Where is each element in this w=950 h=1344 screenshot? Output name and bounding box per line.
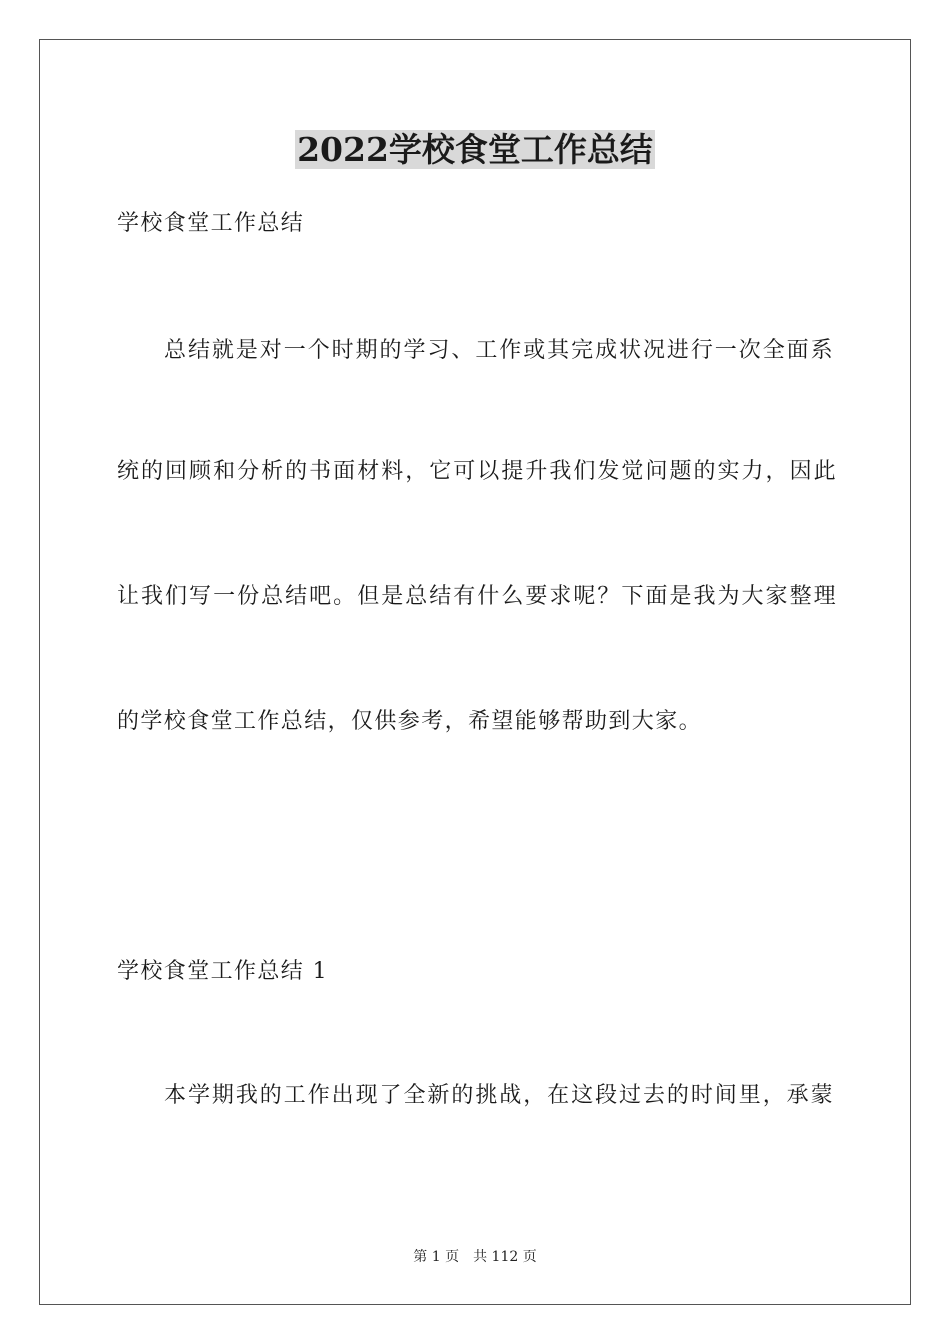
intro-line-3: 让我们写一份总结吧。但是总结有什么要求呢？下面是我为大家整理 <box>117 584 837 609</box>
document-title-text: 2022学校食堂工作总结 <box>297 130 653 169</box>
page-number: 第 1 页 <box>413 1249 460 1265</box>
document-title <box>0 128 950 172</box>
page-footer <box>0 1247 950 1267</box>
section-heading: 学校食堂工作总结 1 <box>117 959 328 984</box>
page-total: 共 112 页 <box>473 1249 537 1265</box>
intro-line-2: 统的回顾和分析的书面材料，它可以提升我们发觉问题的实力，因此 <box>117 459 837 484</box>
intro-line-1: 总结就是对一个时期的学习、工作或其完成状况进行一次全面系 <box>164 338 834 363</box>
intro-line-4: 的学校食堂工作总结，仅供参考，希望能够帮助到大家。 <box>117 709 703 734</box>
section-first-line: 本学期我的工作出现了全新的挑战，在这段过去的时间里，承蒙 <box>164 1083 834 1108</box>
document-subtitle: 学校食堂工作总结 <box>117 211 305 236</box>
